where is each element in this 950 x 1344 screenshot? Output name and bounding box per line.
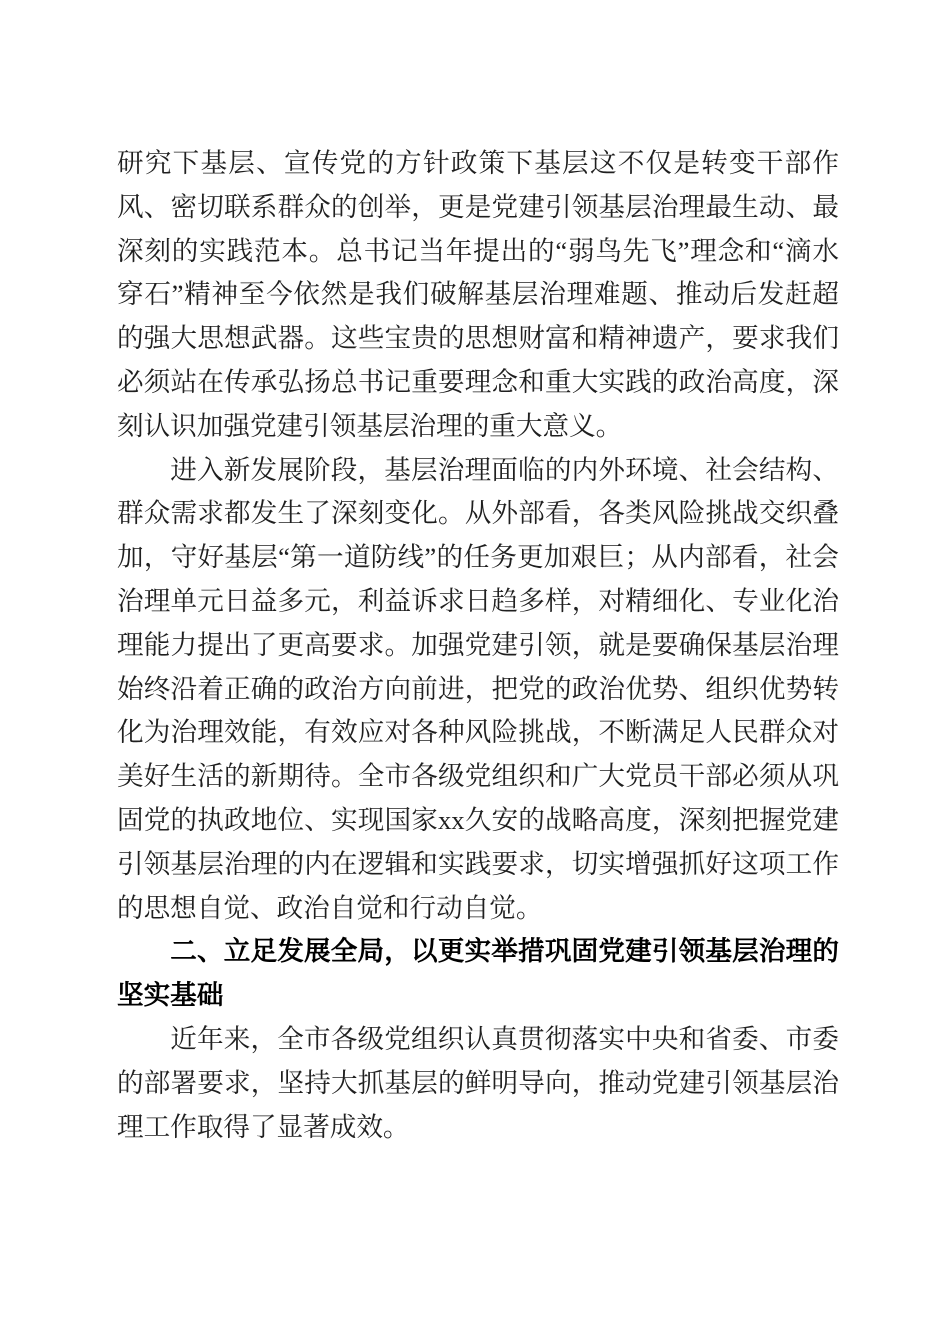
paragraph-new-development-stage: 进入新发展阶段，基层治理面临的内外环境、社会结构、群众需求都发生了深刻变化。从外部看，各类风险挑战交织叠加，守好基层“第一道防线”的任务更加艰巨；从内部看，社会治理单元日益多元，利益诉求日趋多样，对精细化、专业化治理能力提出了更高要求。加强党建引领，就是要确保基层治理始终沿着正确的政治方向前进，把党的政治优势、组织优势转化为治理效能，有效应对各种风险挑战，不断满足人民群众对美好生活的新期待。全市各级党组织和广大党员干部必须从巩固党的执政地位、实现国家xx久安的战略高度，深刻把握党建引领基层治理的内在逻辑和实践要求，切实增强抓好这项工作的思想自觉、政治自觉和行动自觉。 <box>117 454 839 923</box>
document-text-block <box>117 142 839 1149</box>
paragraph-continuation: 研究下基层、宣传党的方针政策下基层这不仅是转变干部作风、密切联系群众的创举，更是党建引领基层治理最生动、最深刻的实践范本。总书记当年提出的“弱鸟先飞”理念和“滴水穿石”精神至今依然是我们破解基层治理难题、推动后发赶超的强大思想武器。这些宝贵的思想财富和精神遗产，要求我们必须站在传承弘扬总书记重要理念和重大实践的政治高度，深刻认识加强党建引领基层治理的重大意义。 <box>117 148 839 441</box>
paragraph-recent-years: 近年来，全市各级党组织认真贯彻落实中央和省委、市委的部署要求，坚持大抓基层的鲜明导向，推动党建引领基层治理工作取得了显著成效。 <box>117 1023 839 1142</box>
section-heading-two: 二、立足发展全局，以更实举措巩固党建引领基层治理的坚实基础 <box>117 936 839 1011</box>
